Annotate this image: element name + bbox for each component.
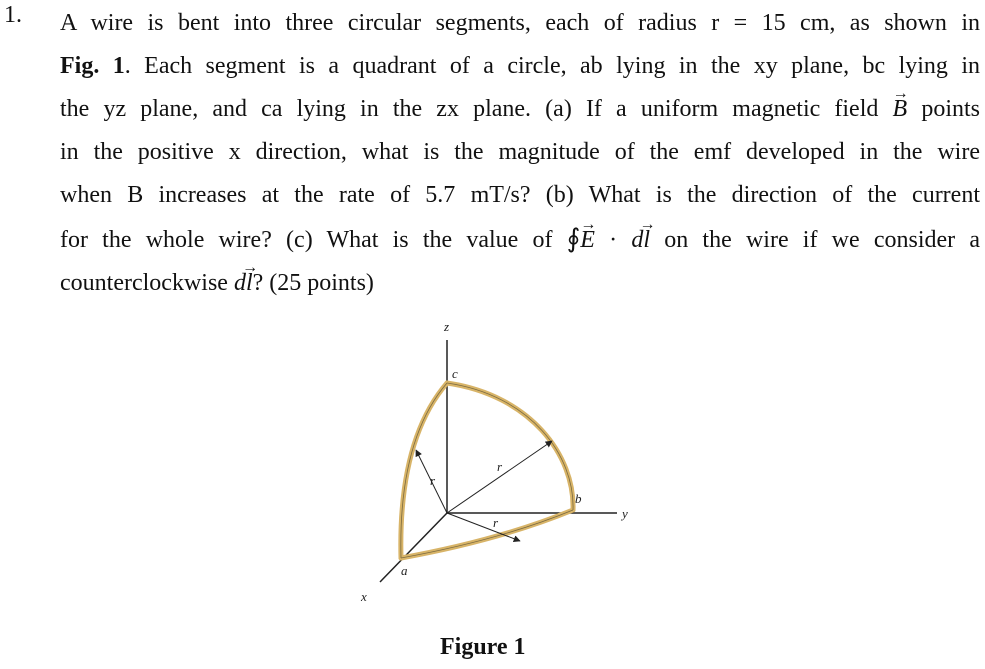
problem-line-6-pre: for the whole wire? (c) What is the value of xyxy=(60,227,553,253)
x-axis-line xyxy=(380,513,447,582)
problem-line-3-pre: the yz plane, and ca lying in the zx plane. (a) If a uniform magnetic field xyxy=(60,96,879,122)
wire-outline-ca xyxy=(401,383,447,558)
differential-d: d xyxy=(631,227,644,253)
differential-d-2: d xyxy=(233,270,246,296)
problem-line-2 xyxy=(60,45,980,88)
vector-l-symbol: l → xyxy=(643,219,650,262)
radius-label-zx: r xyxy=(430,473,436,488)
vector-l-symbol-2: l → xyxy=(246,262,253,305)
figure-caption: Figure 1 xyxy=(440,634,526,660)
vector-b-symbol: B → xyxy=(893,88,908,131)
problem-line-7-post: ? (25 points) xyxy=(252,270,374,296)
radius-arrow-xy xyxy=(447,513,520,541)
point-a-label: a xyxy=(401,563,408,578)
problem-line-1: A wire is bent into three circular segments, each of radius r = 15 cm, as shown in xyxy=(60,10,980,36)
problem-line-6-post: on the wire if we consider a xyxy=(664,227,980,253)
contour-integral-symbol: ∮ xyxy=(566,224,581,253)
problem-line-5: when B increases at the rate of 5.7 mT/s? (b) What is the direction of the current xyxy=(60,182,980,208)
problem-line-3 xyxy=(60,88,980,131)
x-axis-label: x xyxy=(361,589,367,604)
figure-reference: Fig. 1 xyxy=(60,53,125,79)
vector-e-symbol: E → xyxy=(580,219,595,262)
y-axis-label: y xyxy=(622,506,628,521)
radius-arrow-yz xyxy=(447,441,552,513)
radius-label-xy: r xyxy=(493,515,499,530)
problem-line-7-pre: counterclockwise xyxy=(60,270,228,296)
problem-text xyxy=(60,2,980,305)
problem-number: 1. xyxy=(4,2,22,28)
wire-diagram xyxy=(340,318,640,618)
problem-line-4: in the positive x direction, what is the magnitude of the emf developed in the wire xyxy=(60,139,980,165)
problem-line-2-text: . Each segment is a quadrant of a circle, ab lying in the xy plane, bc lying in xyxy=(124,53,980,79)
point-c-label: c xyxy=(452,366,458,381)
dot-operator: · xyxy=(609,227,618,253)
problem-line-3-post: points xyxy=(921,96,981,122)
z-axis-label: z xyxy=(444,319,450,334)
problem-line-6 xyxy=(60,217,980,262)
problem-line-7 xyxy=(60,262,980,305)
point-b-label: b xyxy=(575,491,582,506)
radius-label-yz: r xyxy=(497,459,503,474)
